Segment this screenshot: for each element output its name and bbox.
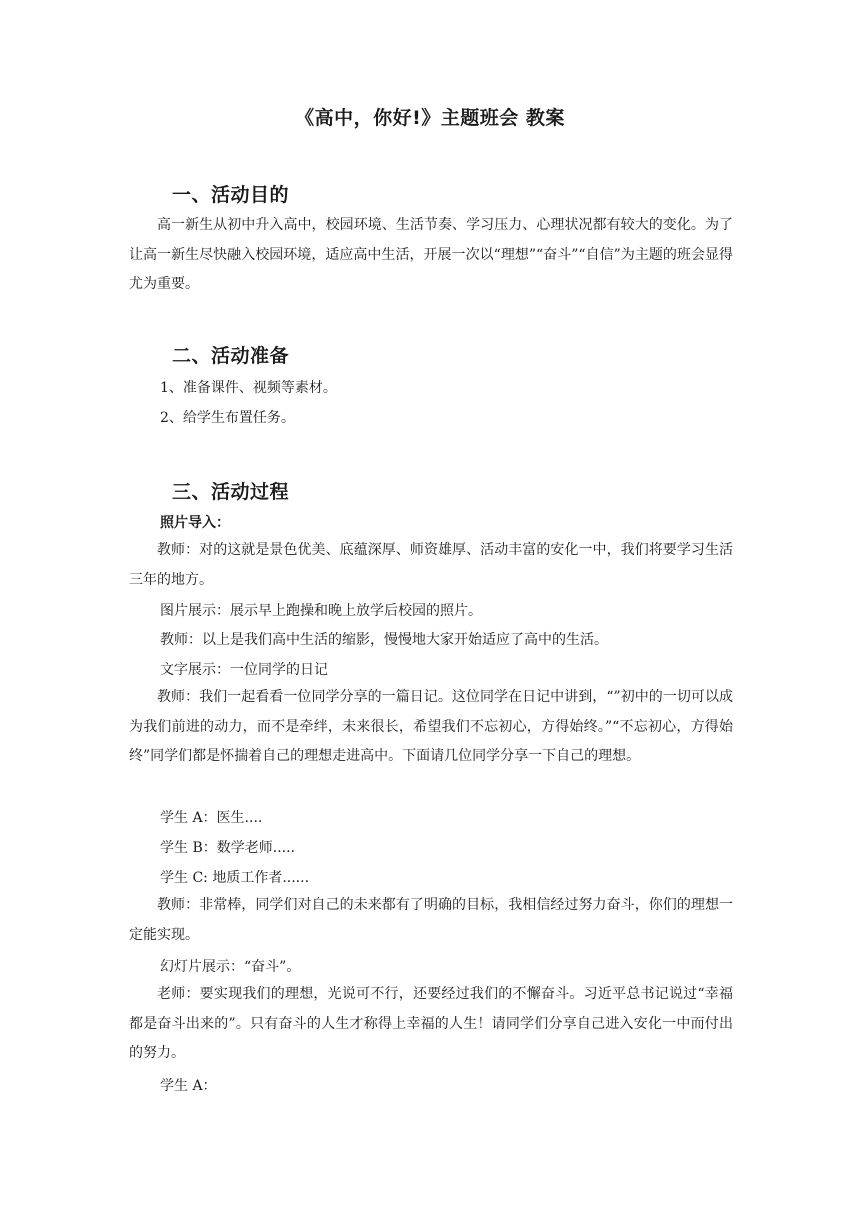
paragraph-teacher-diary: 教师：我们一起看看一位同学分享的一篇日记。这位同学在日记中讲到，“”初中的一切可以成为我们前进的动力，而不是牵绊，未来很长，希望我们不忘初心，方得始终。”“不忘初心，方得始终”同学们都是怀揣着自己的理想走进高中。下面请几位同学分享一下自己的理想。 bbox=[129, 689, 733, 764]
section-heading-purpose: 一、活动目的 bbox=[172, 184, 290, 206]
paragraph-teacher-1: 教师：对的这就是景色优美、底蕴深厚、师资雄厚、活动丰富的安化一中，我们将要学习生活三年的地方。 bbox=[129, 542, 733, 588]
subheading-photo-intro: 照片导入： bbox=[160, 515, 230, 531]
paragraph-student-c: 学生 C: 地质工作者...... bbox=[160, 870, 310, 886]
paragraph-text-show: 文字展示：一位同学的日记 bbox=[160, 662, 328, 678]
paragraph-student-a-2: 学生 A： bbox=[160, 1078, 217, 1094]
paragraph-teacher-praise: 教师：非常棒，同学们对自己的未来都有了明确的目标，我相信经过努力奋斗，你们的理想一定能实现。 bbox=[129, 897, 733, 943]
list-item-prep-1: 1、准备课件、视频等素材。 bbox=[160, 380, 337, 396]
paragraph-teacher-struggle: 老师：要实现我们的理想，光说可不行，还要经过我们的不懈奋斗。习近平总书记说过“幸福都是奋斗出来的”。只有奋斗的人生才称得上幸福的人生！请同学们分享自己进入安化一中而付出的努力。 bbox=[129, 986, 733, 1061]
paragraph-picture-show: 图片展示：展示早上跑操和晚上放学后校园的照片。 bbox=[160, 603, 482, 619]
paragraph-student-a: 学生 A：医生.... bbox=[160, 810, 263, 826]
paragraph-slide-show: 幻灯片展示：“奋斗”。 bbox=[160, 959, 301, 975]
section-heading-preparation: 二、活动准备 bbox=[172, 345, 290, 367]
section-heading-process: 三、活动过程 bbox=[172, 481, 290, 503]
document-title: 《高中，你好!》主题班会 教案 bbox=[295, 107, 565, 129]
paragraph-teacher-2: 教师：以上是我们高中生活的缩影，慢慢地大家开始适应了高中的生活。 bbox=[160, 632, 608, 648]
paragraph-purpose: 高一新生从初中升入高中，校园环境、生活节奏、学习压力、心理状况都有较大的变化。为了让高一新生尽快融入校园环境，适应高中生活，开展一次以“理想”“奋斗”“自信”为主题的班会显得尤为重要。 bbox=[129, 217, 733, 292]
list-item-prep-2: 2、给学生布置任务。 bbox=[160, 410, 295, 426]
paragraph-student-b: 学生 B：数学老师..... bbox=[160, 840, 295, 856]
